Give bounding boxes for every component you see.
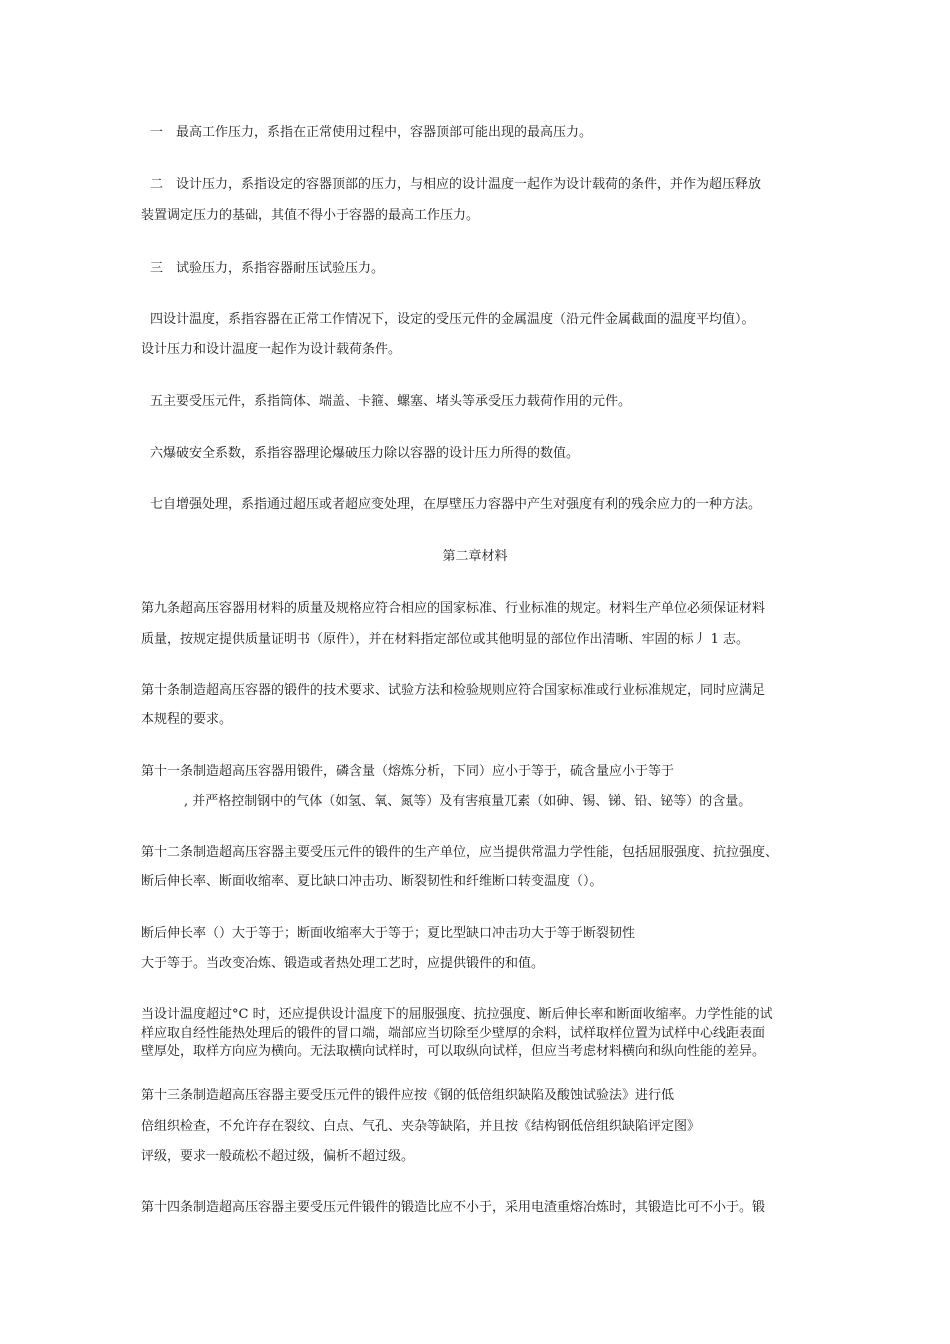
definition-line-5: 四设计温度，系指容器在正常工作情况下，设定的受压元件的金属温度（沿元件金属截面的温度平均值）。 [150, 312, 755, 327]
definition-line-2: 二 设计压力，系指设定的容器顶部的压力，与相应的设计温度一起作为设计载荷的条件，并作为超压释放 [150, 177, 762, 192]
definition-line-8: 六爆破安全系数，系指容器理论爆破压力除以容器的设计压力所得的数值。 [150, 446, 580, 461]
article-line-1: 第九条超高压容器用材料的质量及规格应符合相应的国家标准、行业标准的规定。材料生产单位必须保证材料 [141, 601, 766, 616]
article-line-15: 倍组织检查，不允许存在裂纹、白点、气孔、夹杂等缺陷，并且按《结构钢低倍组织缺陷评定图》 [141, 1119, 701, 1134]
article-line-12: 样应取自经性能热处理后的锻件的冒口端，端部应当切除至少壁厚的余料，试样取样位置为试样中心线距表面 [141, 1026, 766, 1041]
chapter-title: 第二章材料 [442, 549, 508, 564]
definition-line-1: 一 最高工作压力，系指在正常使用过程中，容器顶部可能出现的最高压力。 [150, 125, 593, 140]
article-line-16: 评级，要求一般疏松不超过级，偏析不超过级。 [141, 1149, 415, 1164]
article-line-7: 第十二条制造超高压容器主要受压元件的锻件的生产单位，应当提供常温力学性能，包括屈服强度、抗拉强度、 [141, 845, 779, 860]
article-line-2: 质量，按规定提供质量证明书（原件），并在材料指定部位或其他明显的部位作出清晰、牢固的标丿 1 志。 [141, 632, 750, 647]
definition-line-7: 五主要受压元件，系指筒体、端盖、卡箍、螺塞、堵头等承受压力载荷作用的元件。 [150, 394, 632, 409]
article-line-13: 壁厚处，取样方向应为横向。无法取横向试样时，可以取纵向试样，但应当考虑材料横向和纵向性能的差异。 [141, 1044, 766, 1059]
article-line-4: 本规程的要求。 [141, 712, 233, 727]
article-line-11: 当设计温度超过°C 时，还应提供设计温度下的屈服强度、抗拉强度、断后伸长率和断面收缩率。力学性能的试 [141, 1007, 773, 1022]
definition-line-6: 设计压力和设计温度一起作为设计载荷条件。 [141, 342, 402, 357]
article-line-5: 第十一条制造超高压容器用锻件，磷含量（熔炼分析，下同）应小于等于，硫含量应小于等于 [141, 764, 675, 779]
article-line-10: 大于等于。当改变冶炼、锻造或者热处理工艺时，应提供锻件的和值。 [141, 956, 545, 971]
article-line-3: 第十条制造超高压容器的锻件的技术要求、试验方法和检验规则应符合国家标准或行业标准规定，同时应满足 [141, 683, 766, 698]
definition-line-4: 三 试验压力，系指容器耐压试验压力。 [150, 261, 385, 276]
article-line-8: 断后伸长率、断面收缩率、夏比缺口冲击功、断裂韧性和纤维断口转变温度（）。 [141, 874, 603, 889]
definition-line-9: 七自增强处理，系指通过超压或者超应变处理，在厚壁压力容器中产生对强度有利的残余应力的一种方法。 [150, 497, 762, 512]
article-line-14: 第十三条制造超高压容器主要受压元件的锻件应按《钢的低倍组织缺陷及酸蚀试验法》进行低 [141, 1088, 675, 1103]
article-line-6: , 并严格控制钢中的气体（如氢、氧、氮等）及有害痕量兀素（如砷、锡、锑、铅、铋等）的含量。 [184, 794, 752, 809]
article-line-9: 断后伸长率（）大于等于；断面收缩率大于等于；夏比型缺口冲击功大于等于断裂韧性 [141, 926, 636, 941]
article-line-17: 第十四条制造超高压容器主要受压元件锻件的锻造比应不小于，采用电渣重熔冶炼时，其锻造比可不小于。锻 [141, 1200, 766, 1215]
definition-line-3: 装置调定压力的基础，其值不得小于容器的最高工作压力。 [141, 208, 480, 223]
